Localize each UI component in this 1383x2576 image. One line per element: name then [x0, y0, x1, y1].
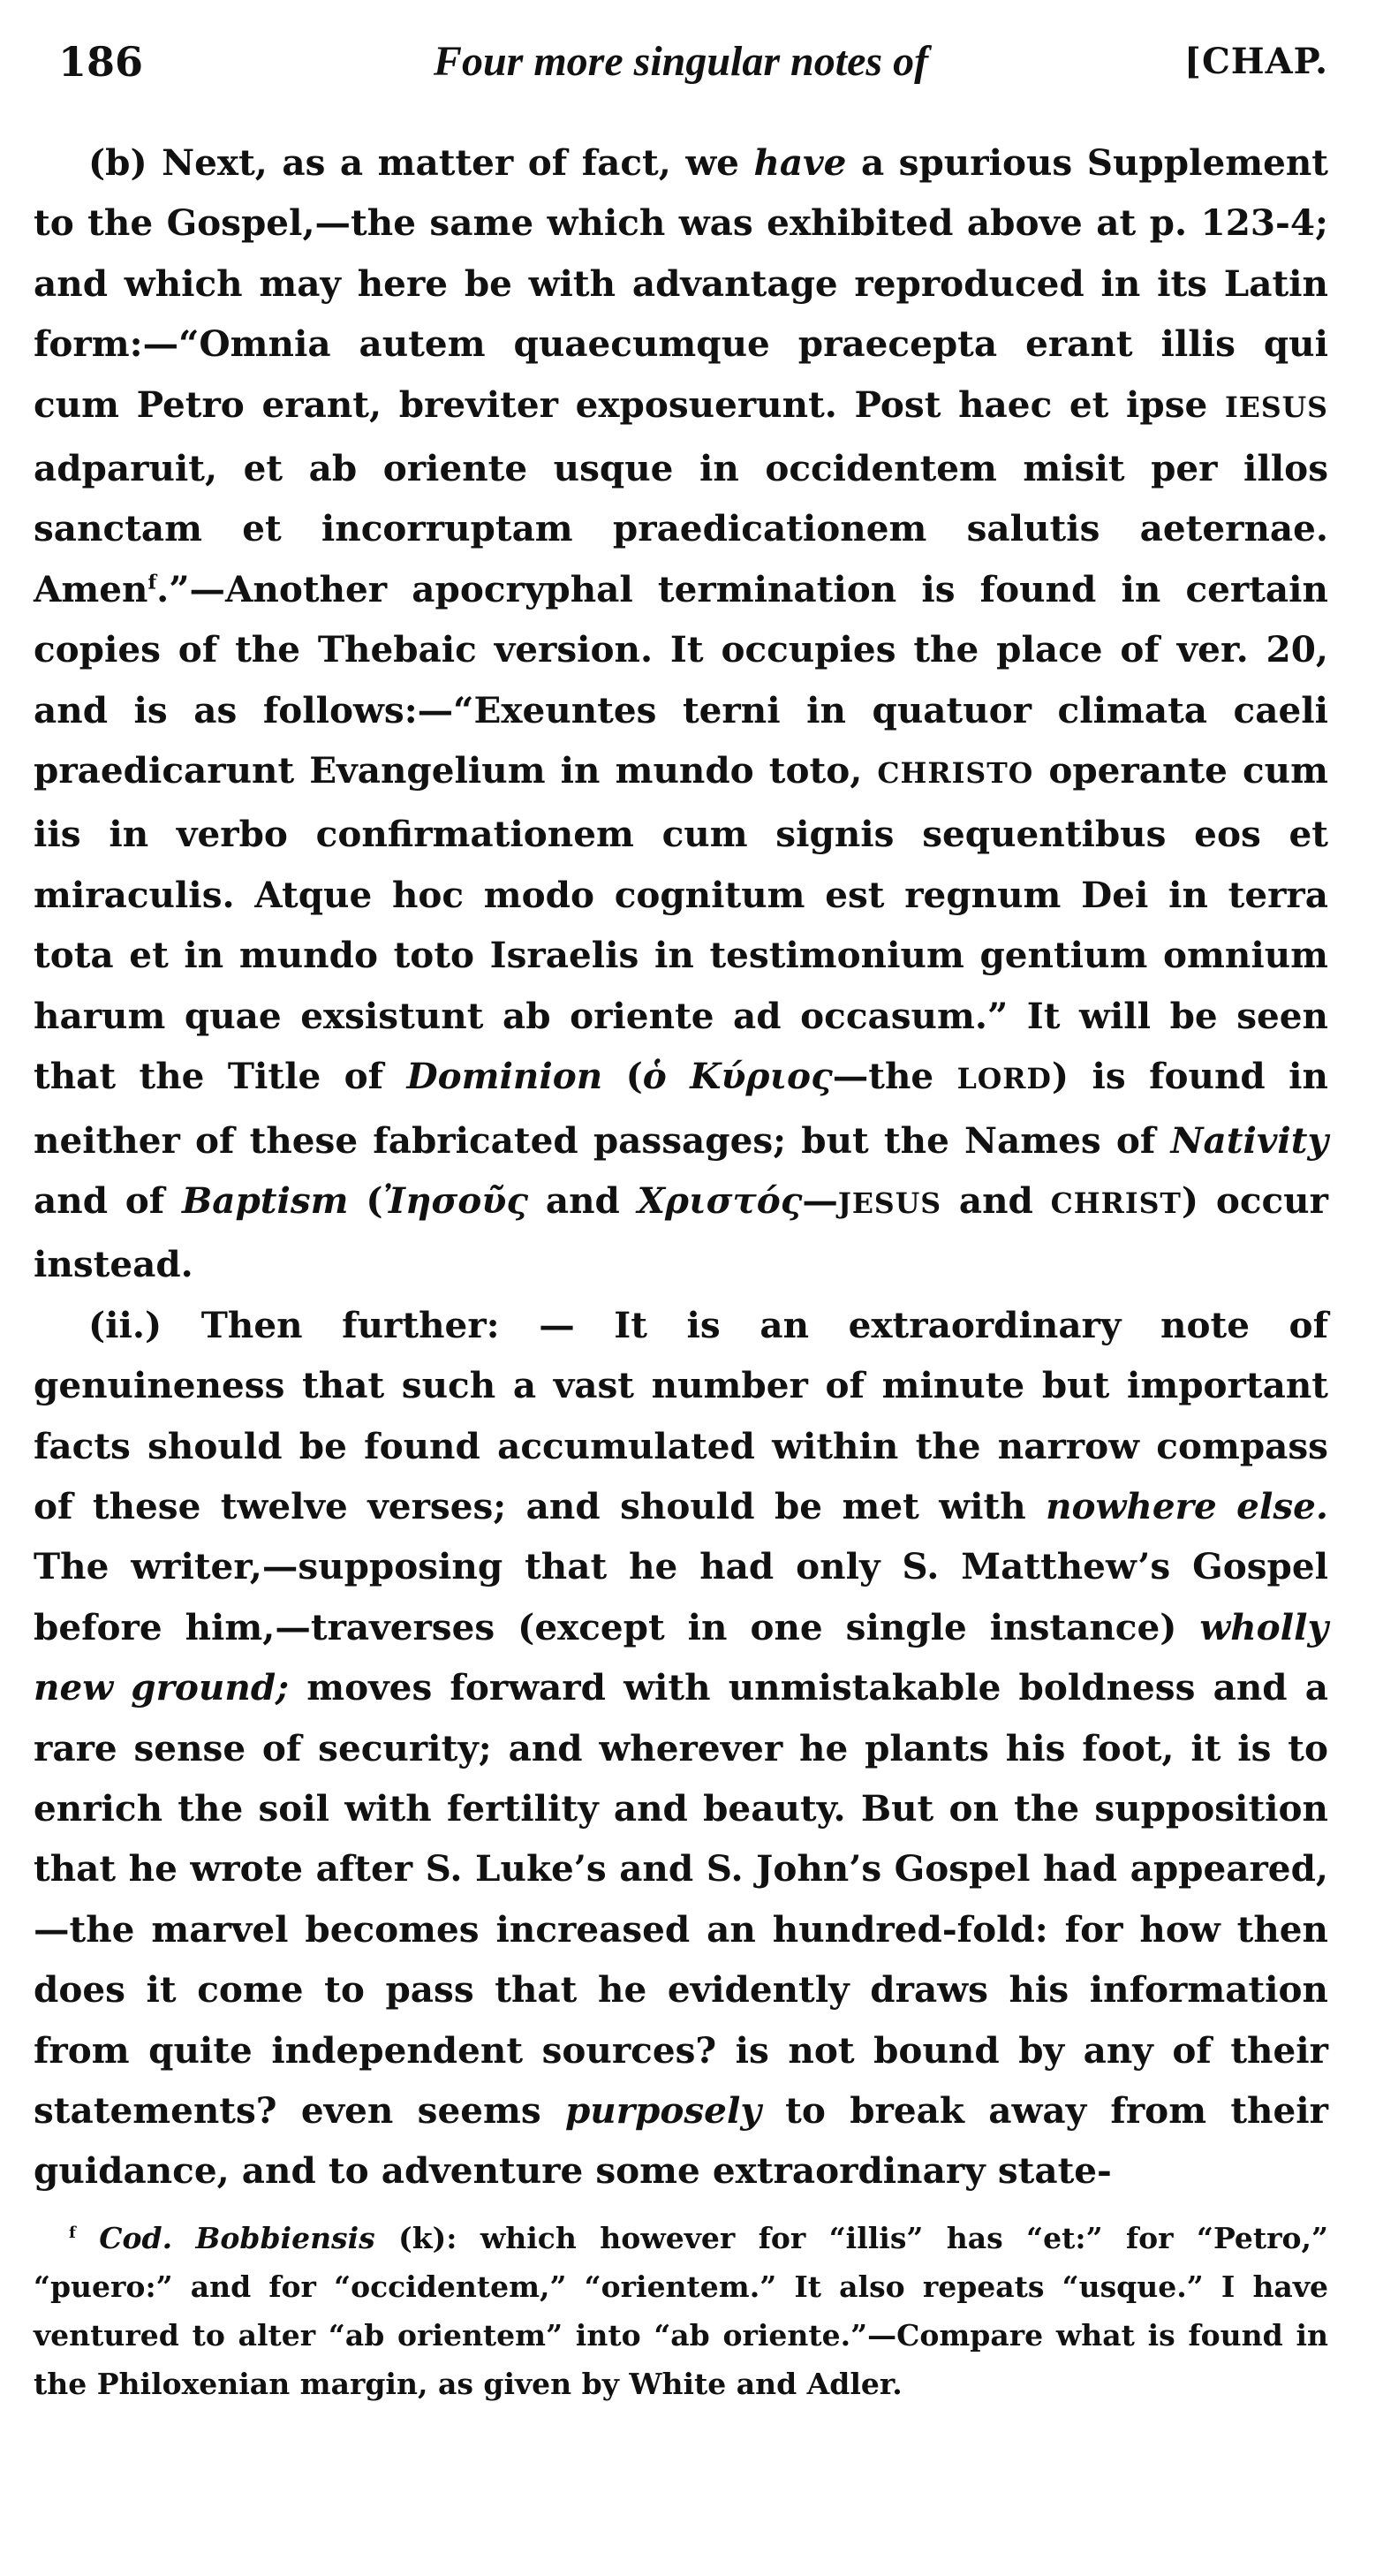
emphasis: wholly new ground;	[34, 1605, 1328, 1709]
text-run: ) occur instead.	[34, 1178, 1328, 1286]
text-run: (	[348, 1178, 383, 1222]
text-run: ) is found in neither of these fabricated passages; but the Names of	[34, 1055, 1329, 1162]
text-run: moves forward with unmistakable boldness and a rare sense of security; and wherever he plants his foot, it is to enrich the soil with fertility and beauty. But on the supposition that he wrote after S. Luke’s and S. John’s Gospel had appeared,—the marvel becomes increased an hundred-fold: for how then does it come to pass that he evidently draws his information from quite independent sources? is not bound by any of their statements? even seems	[34, 1666, 1328, 2132]
small-caps-name: JESUS	[837, 1186, 942, 1220]
chapter-reference: [CHAP.	[1184, 41, 1328, 82]
text-run: to break away from their guidance, and to adventure some extraordinary state-	[34, 2089, 1328, 2193]
text-run: adparuit, et ab oriente usque in occidentem misit per illos sanctam et incorruptam praedicationem salutis aeternae. Amen	[34, 447, 1328, 610]
footnote-ref-f: f	[147, 571, 157, 595]
footnote-source: Cod. Bobbiensis	[75, 2220, 375, 2255]
running-title: Four more singular notes of	[433, 38, 929, 85]
text-run: operante cum iis in verbo confirmationem cum signis sequentibus eos et miraculis. Atque hoc modo cognitum est regnum Dei in terra tota et in mundo toto Israelis in testimonium gentium omnium harum quae exsistunt ab oriente ad occasum.” It will be seen that the Title of	[34, 749, 1328, 1098]
greek-text: ὁ Κύριος	[642, 1055, 833, 1098]
text-run: —the	[832, 1055, 957, 1098]
paragraph-b	[34, 133, 1328, 1295]
emphasis: Dominion	[406, 1055, 603, 1098]
text-run: and	[528, 1178, 638, 1222]
footnotes	[34, 2214, 1328, 2408]
small-caps-name: IESUS	[1225, 390, 1328, 424]
greek-text: Ἰησοῦς	[382, 1178, 529, 1222]
emphasis: purposely	[564, 2089, 761, 2132]
text-run: —	[802, 1178, 838, 1222]
footnote-f	[34, 2214, 1328, 2408]
text-run: and of	[34, 1178, 182, 1222]
paragraph-ii	[34, 1295, 1328, 2201]
text-run: (	[602, 1055, 643, 1098]
small-caps-name: CHRIST	[1050, 1186, 1182, 1220]
running-head	[34, 27, 1328, 97]
emphasis: Nativity	[1170, 1118, 1328, 1162]
body-text	[34, 133, 1328, 2201]
text-run: a spurious Supplement to the Gospel,—the same which was exhibited above at p. 123-4; and which may here be with advantage reproduced in its Latin form:—“Omnia autem quaecumque praecepta erant illis qui cum Petro erant, breviter exposuerunt. Post haec et ipse	[34, 141, 1328, 426]
footnote-marker: f	[69, 2223, 76, 2242]
text-run: (b) Next, as a matter of fact, we	[88, 141, 754, 184]
text-run: and	[941, 1178, 1051, 1222]
emphasis: nowhere else.	[1046, 1484, 1328, 1527]
text-run: (ii.) Then further: — It is an extraordinary note of genuineness that such a vast number of minute but important facts should be found accumulated within the narrow compass of these twelve verses; and should be met with	[34, 1303, 1328, 1527]
text-run: The writer,—supposing that he had only S. Matthew’s Gospel before him,—traverses (except in one single instance)	[34, 1545, 1328, 1648]
small-caps-name: LORD	[956, 1063, 1052, 1096]
emphasis: have	[753, 141, 847, 184]
footnote-text: (k): which however for “illis” has “et:” for “Petro,” “puero:” and for “occidentem,” “orientem.” It also repeats “usque.” I have ventured to alter “ab orientem” into “ab oriente.”—Compare what is found in the Philoxenian margin, as given by White and Adler.	[34, 2220, 1328, 2401]
page-number: 186	[58, 38, 144, 86]
small-caps-name: CHRISTO	[877, 757, 1034, 791]
emphasis: Baptism	[182, 1178, 349, 1222]
greek-text: Χριστός	[637, 1178, 803, 1222]
text-run: .”—Another apocryphal termination is found in certain copies of the Thebaic version. It occupies the place of ver. 20, and is as follows:—“Exeuntes terni in quatuor climata caeli praedicarunt Evangelium in mundo toto,	[34, 567, 1328, 792]
